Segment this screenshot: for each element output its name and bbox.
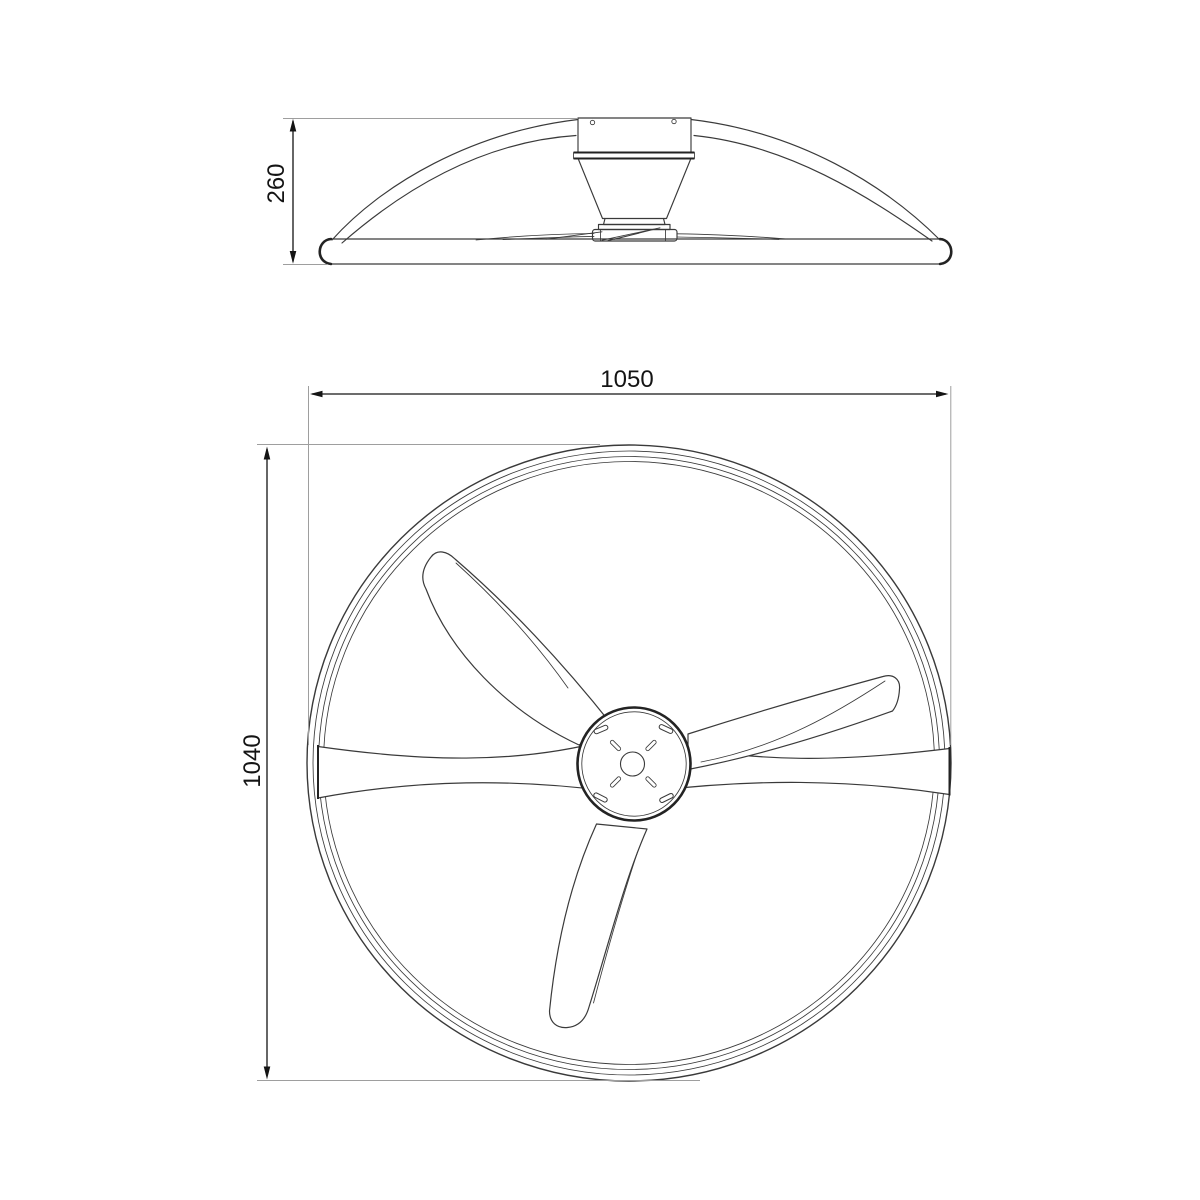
- blade-upper-left: [423, 552, 612, 745]
- dimension-label-260: 260: [262, 163, 290, 204]
- hub-outer-circle: [578, 708, 691, 821]
- mount-screw-right: [672, 119, 676, 123]
- mount-screw-left: [590, 120, 594, 124]
- arrowhead-down: [290, 251, 297, 264]
- ring-bar-right-cap: [940, 239, 951, 264]
- side-view: [320, 118, 952, 264]
- motor-hub-plate-2: [599, 225, 671, 230]
- arrowhead-up: [264, 447, 271, 460]
- motor-housing: [579, 160, 691, 219]
- arrowhead-left: [310, 391, 323, 398]
- dome-inner-right: [694, 136, 932, 242]
- dimension-label-1040: 1040: [238, 734, 266, 788]
- dimension-side-height: [263, 119, 577, 265]
- motor-hub-plate-1: [604, 219, 666, 225]
- top-view: [307, 445, 951, 1081]
- strut-left: [318, 740, 608, 798]
- blade-bottom: [550, 824, 648, 1028]
- dimension-label-1050: 1050: [600, 366, 654, 393]
- dome-outer-left: [332, 120, 578, 241]
- dome-outer-right: [691, 120, 940, 241]
- ring-bar-left-cap: [320, 239, 331, 264]
- arrowhead-up: [290, 119, 297, 132]
- blade-right: [688, 676, 900, 770]
- arrowhead-down: [264, 1067, 271, 1080]
- arrowhead-right: [936, 391, 949, 398]
